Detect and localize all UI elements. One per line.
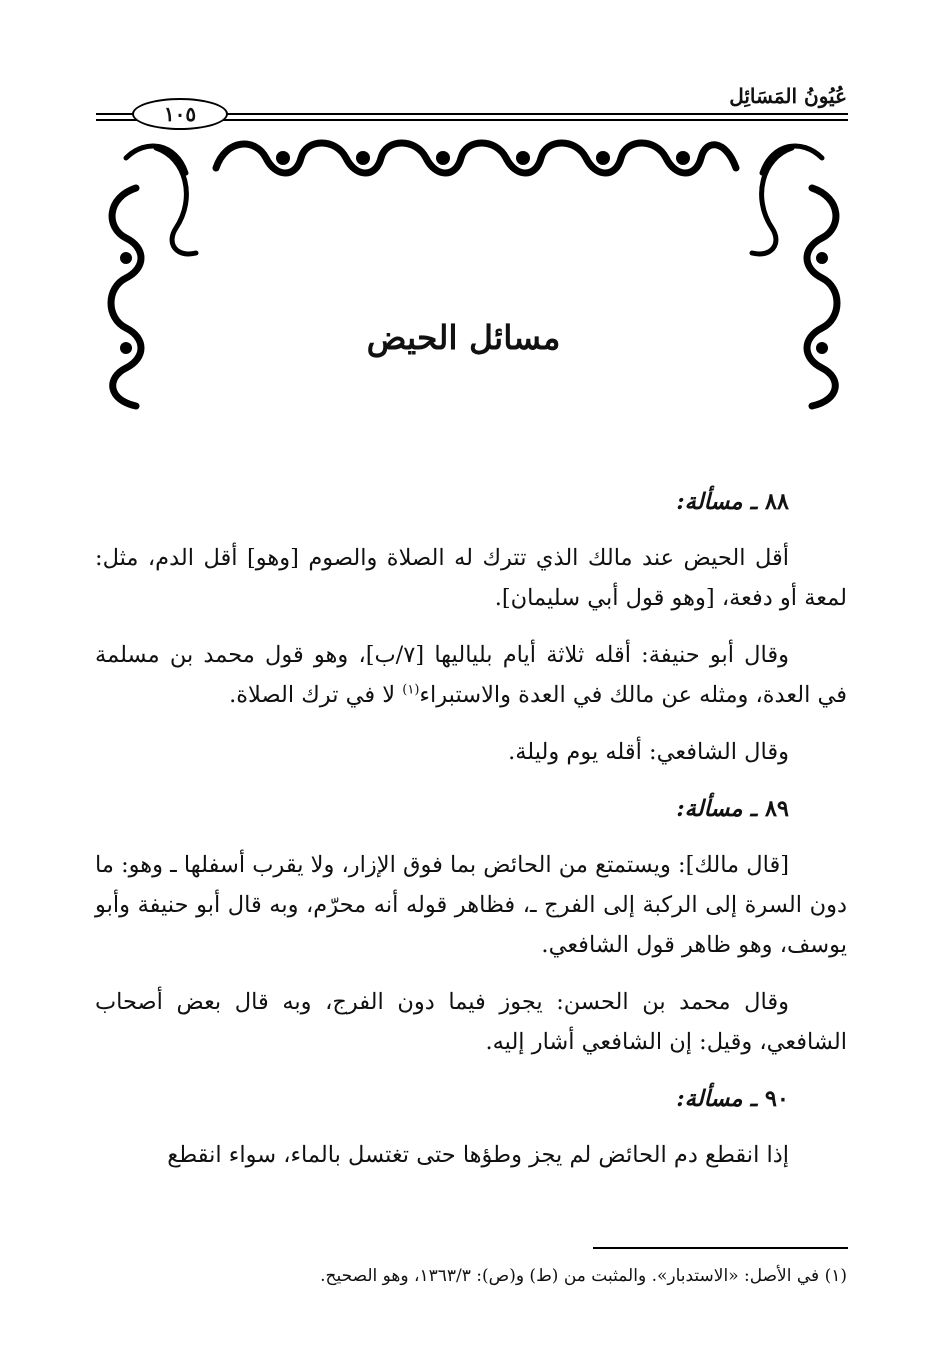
- issue-number: ٩٠: [764, 1086, 789, 1112]
- paragraph: [قال مالك]: ويستمتع من الحائض بما فوق الإزار، ولا يقرب أسفلها ـ وهو: ما دون السرة إلى الركبة إلى الفرج ـ، فظاهر قوله أنه محرّم، وبه قال أبو حنيفة وأبو يوسف، وهو ظاهر قول الشافعي.: [95, 852, 847, 958]
- running-title: عُيُونُ المَسَائِل: [729, 84, 847, 108]
- paragraph: أقل الحيض عند مالك الذي تترك له الصلاة والصوم [وهو] أقل الدم، مثل: لمعة أو دفعة، [وهو قول أبي سليمان].: [95, 545, 847, 611]
- paragraph-with-footnote: [95, 635, 847, 715]
- decorative-frame-ornament: [96, 128, 852, 413]
- issue-label: ـ مسألة:: [676, 489, 757, 515]
- paragraph: وقال محمد بن الحسن: يجوز فيما دون الفرج، وبه قال بعض أصحاب الشافعي، وقيل: إن الشافعي أشار إليه.: [95, 989, 847, 1055]
- issue-number: ٨٨: [764, 489, 789, 515]
- issue-heading: [95, 482, 847, 522]
- paragraph-text: وقال أبو حنيفة: أقله ثلاثة أيام بلياليها [٧/ب]، وهو قول محمد بن مسلمة في العدة، ومثله عن مالك في العدة والاستبراء: [95, 642, 847, 708]
- issue-label: ـ مسألة:: [676, 1086, 757, 1112]
- footnote-separator: [593, 1247, 848, 1249]
- paragraph: إذا انقطع دم الحائض لم يجز وطؤها حتى تغتسل بالماء، سواء انقطع: [167, 1142, 789, 1168]
- footnote: (١) في الأصل: «الاستدبار». والمثبت من (ط) و(ص): ١٣٦٣/٣، وهو الصحيح.: [320, 1266, 847, 1286]
- paragraph: وقال الشافعي: أقله يوم وليلة.: [508, 739, 789, 765]
- main-text: [95, 482, 847, 1192]
- issue-number: ٨٩: [764, 796, 789, 822]
- paragraph-text-continued: لا في ترك الصلاة.: [229, 682, 403, 708]
- issue-heading: [95, 1079, 847, 1119]
- issue-heading: [95, 789, 847, 829]
- issue-label: ـ مسألة:: [676, 796, 757, 822]
- chapter-title: مسائل الحيض: [366, 318, 561, 357]
- page-number: ١٠٥: [132, 98, 228, 130]
- footnote-marker: (١): [402, 682, 420, 698]
